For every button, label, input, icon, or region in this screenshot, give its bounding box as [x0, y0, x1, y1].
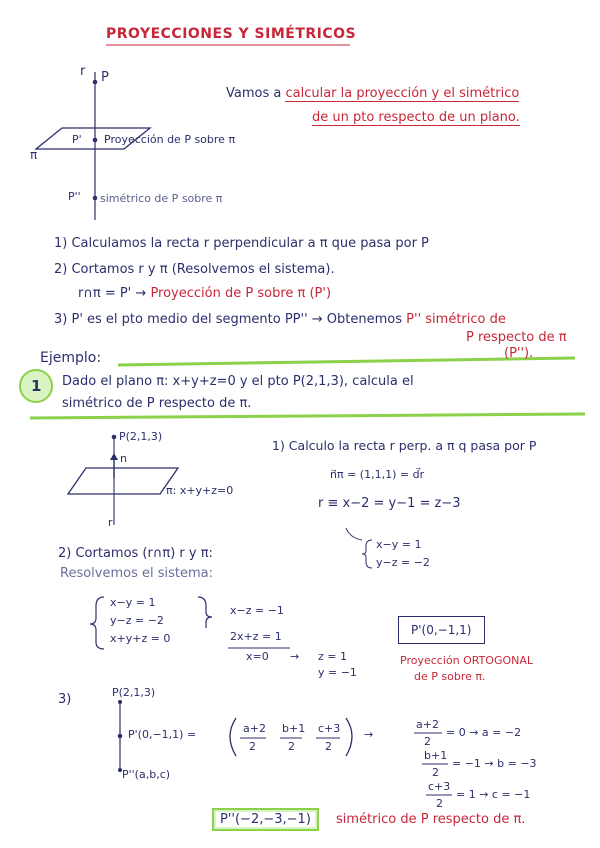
part3-arrow: →: [364, 728, 374, 741]
intro-pre: Vamos a: [226, 86, 286, 101]
part2-result-red2: de P sobre π.: [414, 670, 486, 683]
fig1-point-Pdouble: [93, 196, 98, 201]
fig1-point-Pprime: [93, 138, 98, 143]
fig2-P-label: P(2,1,3): [119, 430, 163, 443]
part3-frac2-n: b+1: [282, 722, 306, 735]
intro-line-2: de un pto respecto de un plano.: [312, 110, 520, 125]
fig1-r-label: r: [80, 64, 86, 79]
part3-eq1-n: a+2: [416, 718, 439, 731]
part2-arrow: →: [290, 650, 300, 663]
part3-eq3-r: = 1 → c = −1: [456, 788, 531, 801]
example-heading: Ejemplo:: [40, 350, 102, 366]
part3-P-mid: P'(0,−1,1) =: [128, 728, 197, 741]
part3-frac3-d: 2: [325, 740, 332, 753]
part2-sys3: x+y+z = 0: [110, 632, 171, 645]
part2-result-red1: Proyección ORTOGONAL: [400, 654, 534, 667]
part1-l4b: y−z = −2: [376, 556, 430, 569]
fig2-n-label: n: [120, 452, 127, 465]
green-bar-bottom: [30, 414, 585, 418]
example-number: 1: [31, 377, 42, 395]
part3-eq2-r: = −1 → b = −3: [452, 757, 537, 770]
part3-P-top: P(2,1,3): [112, 686, 156, 699]
fig2-point-P: [112, 435, 117, 440]
step-3-red1: P'' simétrico de: [406, 312, 506, 327]
part3-final-red: simétrico de P respecto de π.: [336, 812, 526, 827]
part3-eq2-n: b+1: [424, 749, 448, 762]
part2-heading: 2) Cortamos (r∩π) r y π:: [58, 546, 213, 561]
part2-sys1: x−y = 1: [110, 596, 156, 609]
fig1-P-label: P: [101, 70, 109, 85]
step-2: 2) Cortamos r y π (Resolvemos el sistema).: [54, 262, 335, 277]
part2-sys2: y−z = −2: [110, 614, 164, 627]
part3-eq3-d: 2: [436, 797, 443, 810]
intro-line-1: [226, 86, 519, 101]
step-3-red2: P respecto de π: [466, 330, 567, 345]
part2-sub: Resolvemos el sistema:: [60, 566, 214, 581]
fig2-normal-arrow: [110, 453, 118, 460]
fig2-plane: [68, 468, 178, 494]
part3-frac2-d: 2: [288, 740, 295, 753]
part3-P-bot: P''(a,b,c): [122, 768, 171, 781]
part2-r1: x−z = −1: [230, 604, 284, 617]
intro-red-1: calcular la proyección y el simétrico: [285, 86, 520, 101]
part1-arrow: [346, 528, 362, 540]
fig1-proj-text: Proyección de P sobre π: [104, 133, 236, 146]
step-3: [54, 312, 506, 327]
part3-eq1-d: 2: [424, 735, 431, 748]
part3-frac1-n: a+2: [243, 722, 266, 735]
part3-eq3-n: c+3: [428, 780, 451, 793]
step-1: 1) Calculamos la recta r perpendicular a π que pasa por P: [54, 236, 429, 251]
part3-frac3-n: c+3: [318, 722, 341, 735]
fig1-pi-label: π: [30, 148, 38, 162]
step-2b-pre: r∩π = P' →: [78, 286, 147, 301]
part1-l3: r ≡ x−2 = y−1 = z−3: [318, 496, 461, 511]
fig1-sym-text: simétrico de P sobre π: [100, 192, 223, 205]
system-brace-right: [198, 597, 212, 628]
part2-r2: 2x+z = 1: [230, 630, 282, 643]
step-2b-red: Proyección de P sobre π (P'): [150, 286, 332, 301]
part1-brace: [362, 540, 372, 568]
fig2-r-label: r: [108, 516, 113, 529]
example-statement-2: simétrico de P respecto de π.: [62, 396, 252, 411]
step-3-pre: 3) P' es el pto medio del segmento PP'' → Obtenemos: [54, 312, 403, 327]
fig1-point-P: [93, 80, 98, 85]
part3-final-box: P''(−2,−3,−1): [212, 808, 319, 831]
part2-r3: x=0: [246, 650, 269, 663]
system-brace-left: [90, 597, 104, 649]
part2-r5: y = −1: [318, 666, 357, 679]
step-3-red3: (P'').: [504, 346, 534, 361]
step-2b: [78, 286, 331, 301]
part2-r4: z = 1: [318, 650, 347, 663]
part1-l2: n⃗π = (1,1,1) = d⃗r: [330, 468, 425, 481]
part1-l4a: x−y = 1: [376, 538, 422, 551]
fig1-Pdouble-label: P'': [68, 190, 81, 203]
fig2-plane-label: π: x+y+z=0: [166, 484, 234, 497]
example-statement-1: Dado el plano π: x+y+z=0 y el pto P(2,1,3), calcula el: [62, 374, 414, 389]
part1-l1: 1) Calculo la recta r perp. a π q pasa por P: [272, 438, 537, 453]
part2-result-box: P'(0,−1,1): [398, 616, 485, 644]
fig1-Pprime-label: P': [72, 133, 82, 146]
page-title: PROYECCIONES Y SIMÉTRICOS: [106, 26, 357, 42]
part3-eq1-r: = 0 → a = −2: [446, 726, 522, 739]
part3-frac1-d: 2: [249, 740, 256, 753]
part3-eq2-d: 2: [432, 766, 439, 779]
part3-num: 3): [58, 692, 72, 707]
